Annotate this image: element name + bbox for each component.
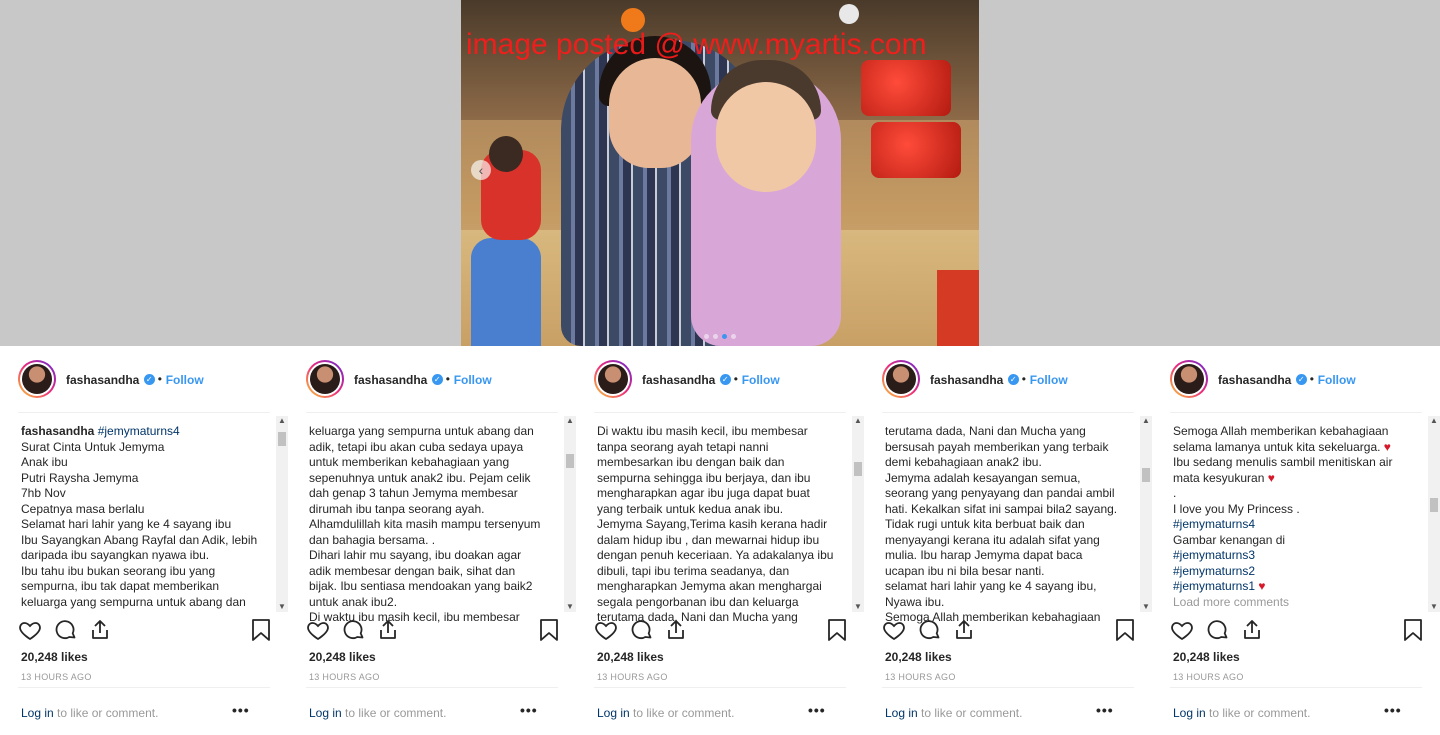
caption-text-segment: Surat Cinta Untuk Jemyma	[21, 439, 165, 454]
scroll-down-icon[interactable]: ▼	[1430, 602, 1438, 611]
caption-line	[885, 548, 1139, 564]
instagram-post-1	[0, 346, 288, 735]
hashtag-link[interactable]: #jemymaturns4	[97, 424, 180, 438]
post-actions	[1170, 618, 1426, 646]
divider	[1170, 412, 1422, 413]
scroll-up-icon[interactable]: ▲	[1430, 416, 1438, 425]
caption-text-segment: dengan penuh keceriaan. Ya adakalanya ibu	[597, 548, 834, 562]
caption-text-segment: Tidak rugi untuk kita berbuat baik dan	[885, 517, 1085, 531]
likes-count[interactable]: 20,248 likes	[597, 650, 664, 664]
divider	[594, 687, 846, 688]
caption-line	[309, 564, 563, 580]
heart-icon[interactable]	[306, 618, 332, 644]
caption-line	[309, 471, 563, 487]
red-heart-emoji-icon: ♥	[1258, 579, 1266, 593]
caption-text-segment: untuk anak ibu2.	[309, 594, 398, 609]
caption-text-segment: dan bahagia bersama. .	[309, 532, 436, 547]
login-prompt-text: to like or comment.	[917, 706, 1023, 720]
bookmark-icon[interactable]	[1114, 618, 1140, 644]
scroll-up-icon[interactable]: ▲	[1142, 416, 1150, 425]
post-timestamp[interactable]: 13 HOURS AGO	[1173, 672, 1244, 682]
likes-count[interactable]: 20,248 likes	[885, 650, 952, 664]
caption-line	[21, 548, 275, 564]
caption-text-segment: keluarga yang sempurna untuk abang dan	[309, 424, 534, 438]
avatar[interactable]	[18, 360, 56, 398]
caption-line	[597, 579, 851, 595]
caption-line	[21, 579, 275, 595]
caption-text-segment: dirumah ibu tanpa seorang ayah.	[309, 501, 485, 516]
caption-line	[309, 595, 563, 611]
caption-scrollbar[interactable]	[1428, 416, 1440, 612]
scroll-up-icon[interactable]: ▲	[854, 416, 862, 425]
caption-line	[309, 517, 563, 533]
share-icon[interactable]	[1240, 618, 1266, 644]
separator-dot: •	[1021, 372, 1026, 386]
caption-text-segment: keluarga yang sempurna untuk abang dan	[21, 594, 246, 609]
caption-line	[21, 440, 275, 456]
hashtag-link[interactable]: #jemymaturns2	[1173, 563, 1256, 578]
caption-text-segment: Ibu sedang menulis sambil menitiskan air	[1173, 455, 1393, 469]
caption-text-segment: dah genap 3 tahun Jemyma membesar	[309, 486, 518, 500]
caption-username[interactable]: fashasandha	[21, 424, 95, 438]
caption-text-segment: adik, tetapi ibu akan cuba sedaya upaya	[309, 439, 524, 454]
caption-scrollbar[interactable]	[276, 416, 288, 612]
watermark-text: image posted @ www.myartis.com	[466, 28, 927, 61]
caption-line	[309, 424, 563, 440]
scrollbar-thumb[interactable]	[1430, 498, 1438, 512]
separator-dot: •	[157, 372, 162, 386]
scrollbar-thumb[interactable]	[854, 462, 862, 476]
caption-line	[885, 471, 1139, 487]
caption-text	[1173, 424, 1427, 612]
photo-boy-head	[489, 136, 523, 172]
caption-text-segment: sempurna sehingga ibu berjaya, dan ibu	[597, 470, 811, 485]
caption-line	[597, 502, 851, 518]
follow-button[interactable]: Follow	[165, 373, 204, 387]
post-timestamp[interactable]: 13 HOURS AGO	[309, 672, 380, 682]
post-timestamp[interactable]: 13 HOURS AGO	[21, 672, 92, 682]
caption-text-segment: untuk memberikan kebahagiaan yang	[309, 455, 510, 469]
scrollbar-thumb[interactable]	[1142, 468, 1150, 482]
caption-text-segment: segala pengorbanan ibu dan keluarga	[597, 594, 799, 609]
caption-text-segment: mulia. Ibu harap Jemyma dapat baca	[885, 548, 1083, 562]
caption-text-segment: mengharapkan agar ibu juga dapat buat	[597, 486, 810, 500]
login-link[interactable]: Log in	[885, 706, 918, 720]
likes-count[interactable]: 20,248 likes	[309, 650, 376, 664]
caption-line	[309, 579, 563, 595]
bookmark-icon[interactable]	[826, 618, 852, 644]
instagram-post-3	[576, 346, 864, 735]
bookmark-icon[interactable]	[250, 618, 276, 644]
caption-text-segment: Putri Raysha Jemyma	[21, 470, 139, 485]
bookmark-icon[interactable]	[1402, 618, 1428, 644]
bookmark-icon[interactable]	[538, 618, 564, 644]
heart-icon[interactable]	[18, 618, 44, 644]
caption-line	[597, 440, 851, 456]
caption-scrollbar[interactable]	[852, 416, 864, 612]
caption-text-segment: Semoga Allah memberikan kebahagiaan	[885, 610, 1101, 624]
caption-text-segment: dibuli, tapi ibu terima seadanya, dan	[597, 563, 790, 578]
caption-line	[21, 471, 275, 487]
share-icon[interactable]	[376, 618, 402, 644]
divider	[306, 687, 558, 688]
divider	[306, 412, 558, 413]
username-link[interactable]: fashasandha	[930, 373, 1004, 387]
share-icon[interactable]	[952, 618, 978, 644]
scroll-down-icon[interactable]: ▼	[1142, 602, 1150, 611]
caption-line	[885, 455, 1139, 471]
comment-icon[interactable]	[342, 618, 368, 644]
caption-text-segment: mata kesyukuran	[1173, 470, 1265, 485]
caption-text-segment: hati. Kekalkan sifat ini sampai bila2 sayang.	[885, 501, 1118, 516]
instagram-post-5	[1152, 346, 1440, 735]
caption-line	[597, 424, 851, 440]
login-prompt	[597, 706, 734, 720]
verified-badge-icon: ✓	[1008, 374, 1019, 385]
more-options-icon[interactable]: •••	[520, 702, 538, 718]
divider	[882, 412, 1134, 413]
login-link[interactable]: Log in	[309, 706, 342, 720]
share-icon[interactable]	[664, 618, 690, 644]
caption-text-segment: terutama dada, Nani dan Mucha yang	[885, 424, 1086, 438]
caption-line	[1173, 455, 1427, 471]
comment-icon[interactable]	[54, 618, 80, 644]
caption-text-segment: selama lamanya untuk kita sekeluarga.	[1173, 439, 1381, 454]
caption-text-segment: Jemyma adalah kesayangan semua,	[885, 470, 1081, 485]
caption-line	[597, 564, 851, 580]
caption-line	[1173, 564, 1427, 580]
avatar[interactable]	[306, 360, 344, 398]
caption-text-segment: sepenuhnya untuk anak2 ibu. Pejam celik	[309, 470, 531, 485]
verified-badge-icon: ✓	[432, 374, 443, 385]
scrollbar-thumb[interactable]	[566, 454, 574, 468]
caption-line	[21, 595, 275, 611]
more-options-icon[interactable]: •••	[232, 702, 250, 718]
caption-line	[21, 533, 275, 549]
caption-line	[885, 502, 1139, 518]
caption-line	[597, 471, 851, 487]
post-header	[594, 360, 854, 400]
caption-line	[597, 548, 851, 564]
avatar[interactable]	[882, 360, 920, 398]
login-prompt-text: to like or comment.	[341, 706, 447, 720]
verified-badge-icon: ✓	[720, 374, 731, 385]
more-options-icon[interactable]: •••	[1096, 702, 1114, 718]
caption-line	[1173, 517, 1427, 533]
username-link[interactable]: fashasandha	[1218, 373, 1292, 387]
follow-button[interactable]: Follow	[1317, 373, 1356, 387]
caption-line	[885, 595, 1139, 611]
caption-line	[21, 424, 275, 440]
comment-icon[interactable]	[630, 618, 656, 644]
caption-line	[597, 455, 851, 471]
scrollbar-thumb[interactable]	[278, 432, 286, 446]
caption-line	[885, 517, 1139, 533]
caption-line	[885, 486, 1139, 502]
caption-text-segment: daripada ibu sayangkan nyawa ibu.	[21, 548, 210, 562]
caption-text-segment: ucapan ibu ni bila besar nanti.	[885, 563, 1045, 578]
scroll-down-icon[interactable]: ▼	[566, 602, 574, 611]
caption-text-segment: Ibu Sayangkan Abang Rayfal dan Adik, lebih	[21, 532, 258, 547]
caption-line	[21, 486, 275, 502]
post-actions	[18, 618, 274, 646]
likes-count[interactable]: 20,248 likes	[21, 650, 88, 664]
caption-text-segment: membesarkan ibu dengan baik dan	[597, 455, 785, 469]
caption-text	[309, 424, 563, 624]
hashtag-link[interactable]: #jemymaturns1	[1173, 579, 1256, 593]
caption-scrollbar[interactable]	[1140, 416, 1152, 612]
follow-button[interactable]: Follow	[453, 373, 492, 387]
login-prompt	[885, 706, 1022, 720]
caption-line	[597, 595, 851, 611]
username-link[interactable]: fashasandha	[66, 373, 140, 387]
caption-line	[309, 502, 563, 518]
red-heart-emoji-icon: ♥	[1267, 470, 1275, 485]
caption-text-segment: selamat hari lahir yang ke 4 sayang ibu,	[885, 579, 1097, 593]
verified-badge-icon: ✓	[1296, 374, 1307, 385]
login-link[interactable]: Log in	[1173, 706, 1206, 720]
caption-text-segment: Selamat hari lahir yang ke 4 sayang ibu	[21, 517, 232, 531]
login-prompt-text: to like or comment.	[629, 706, 735, 720]
caption-line	[1173, 424, 1427, 440]
photo-mother-face	[609, 58, 701, 168]
caption-line	[309, 486, 563, 502]
divider	[594, 412, 846, 413]
caption-text-segment: Di waktu ibu masih kecil, ibu membesar	[309, 610, 520, 624]
scroll-down-icon[interactable]: ▼	[854, 602, 862, 611]
post-timestamp[interactable]: 13 HOURS AGO	[597, 672, 668, 682]
share-icon[interactable]	[88, 618, 114, 644]
divider	[882, 687, 1134, 688]
avatar[interactable]	[594, 360, 632, 398]
username-link[interactable]: fashasandha	[354, 373, 428, 387]
instagram-post-2	[288, 346, 576, 735]
post-header	[18, 360, 278, 400]
hashtag-link[interactable]: #jemymaturns3	[1173, 548, 1256, 562]
post-header	[306, 360, 566, 400]
caption-line	[1173, 548, 1427, 564]
caption-line	[597, 486, 851, 502]
carousel-left-icon[interactable]: ‹	[471, 160, 491, 180]
caption-line	[1173, 502, 1427, 518]
heart-icon[interactable]	[594, 618, 620, 644]
likes-count[interactable]: 20,248 likes	[1173, 650, 1240, 664]
heart-icon[interactable]	[882, 618, 908, 644]
username-link[interactable]: fashasandha	[642, 373, 716, 387]
photo-balloon	[839, 4, 859, 24]
more-options-icon[interactable]: •••	[1384, 702, 1402, 718]
caption-line	[21, 517, 275, 533]
comment-icon[interactable]	[918, 618, 944, 644]
separator-dot: •	[1309, 372, 1314, 386]
caption-text-segment: Ibu tahu ibu bukan seorang ibu yang	[21, 563, 216, 578]
more-options-icon[interactable]: •••	[808, 702, 826, 718]
follow-button[interactable]: Follow	[1029, 373, 1068, 387]
caption-line	[309, 548, 563, 564]
caption-line	[309, 455, 563, 471]
caption-text-segment: yang terbaik untuk kedua anak ibu.	[597, 501, 784, 516]
caption-line	[21, 455, 275, 471]
post-actions	[306, 618, 562, 646]
login-prompt-text: to like or comment.	[53, 706, 159, 720]
caption-text-segment: mengharapkan Jemyma akan menghargai	[597, 579, 822, 593]
caption-text-segment: bijak. Ibu sentiasa mendoakan yang baik2	[309, 579, 533, 593]
caption-text-segment: adik membesar dengan baik, sihat dan	[309, 563, 516, 578]
photo-red-cylinder	[871, 122, 961, 178]
caption-line	[1173, 579, 1427, 595]
divider	[1170, 687, 1422, 688]
verified-badge-icon: ✓	[144, 374, 155, 385]
caption-line	[1173, 486, 1427, 502]
caption-line	[885, 424, 1139, 440]
caption-text-segment: 7hb Nov	[21, 486, 66, 500]
caption-text-segment: sempurna, ibu tak dapat memberikan	[21, 579, 220, 593]
caption-text-segment: Semoga Allah memberikan kebahagiaan	[1173, 424, 1389, 438]
caption-text-segment: tanpa seorang ayah tetapi nanni	[597, 439, 769, 454]
caption-scrollbar[interactable]	[564, 416, 576, 612]
caption-text-segment: Cepatnya masa berlalu	[21, 501, 145, 516]
avatar[interactable]	[1170, 360, 1208, 398]
login-prompt	[1173, 706, 1310, 720]
caption-text-segment: Gambar kenangan di	[1173, 532, 1286, 547]
caption-line	[885, 440, 1139, 456]
login-link[interactable]: Log in	[597, 706, 630, 720]
heart-icon[interactable]	[1170, 618, 1196, 644]
caption-text-segment: Di waktu ibu masih kecil, ibu membesar	[597, 424, 808, 438]
caption-line	[21, 502, 275, 518]
separator-dot: •	[445, 372, 450, 386]
caption-text-segment: demi kebahagiaan anak2 ibu.	[885, 455, 1042, 469]
caption-text-segment: Alhamdulillah kita masih mampu tersenyum	[309, 517, 541, 531]
caption-text-segment: Anak ibu	[21, 455, 68, 469]
caption-line	[309, 533, 563, 549]
divider	[18, 412, 270, 413]
post-actions	[594, 618, 850, 646]
caption-text-segment: menyayangi kerana itu adalah sifat yang	[885, 532, 1100, 547]
caption-line	[1173, 533, 1427, 549]
scroll-up-icon[interactable]: ▲	[278, 416, 286, 425]
red-heart-emoji-icon: ♥	[1383, 439, 1391, 454]
caption-text-segment: terutama dada, Nani dan Mucha yang	[597, 610, 798, 624]
caption-text	[885, 424, 1139, 624]
divider	[18, 687, 270, 688]
post-header	[1170, 360, 1430, 400]
post-actions	[882, 618, 1138, 646]
caption-text-segment: I love you My Princess .	[1173, 501, 1300, 516]
separator-dot: •	[733, 372, 738, 386]
caption-line	[1173, 471, 1427, 487]
caption-line	[309, 440, 563, 456]
login-prompt	[309, 706, 446, 720]
caption-text-segment: dalam hidup ibu , dan mewarnai hidup ibu	[597, 532, 820, 547]
login-link[interactable]: Log in	[21, 706, 54, 720]
caption-line	[885, 533, 1139, 549]
caption-line	[885, 579, 1139, 595]
post-header	[882, 360, 1142, 400]
caption-text-segment: seorang yang penyayang dan pandai ambil	[885, 486, 1115, 500]
login-prompt	[21, 706, 158, 720]
instagram-post-4	[864, 346, 1152, 735]
photo-red-cylinder	[861, 60, 951, 116]
caption-line	[885, 564, 1139, 580]
carousel-dots	[461, 326, 979, 344]
caption-line	[597, 533, 851, 549]
caption-text-segment: bersusah payah memberikan yang terbaik	[885, 439, 1109, 454]
caption-line	[1173, 440, 1427, 456]
load-more-comments-button[interactable]: Load more comments	[1173, 594, 1290, 609]
caption-text	[597, 424, 851, 624]
scroll-up-icon[interactable]: ▲	[566, 416, 574, 425]
follow-button[interactable]: Follow	[741, 373, 780, 387]
hashtag-link[interactable]: #jemymaturns4	[1173, 517, 1256, 531]
caption-line	[597, 517, 851, 533]
caption-line	[1173, 595, 1427, 611]
caption-line	[21, 564, 275, 580]
caption-text	[21, 424, 275, 612]
scroll-down-icon[interactable]: ▼	[278, 602, 286, 611]
caption-text-segment: Nyawa ibu.	[885, 594, 945, 609]
comment-icon[interactable]	[1206, 618, 1232, 644]
caption-text-segment: .	[1173, 486, 1177, 500]
post-timestamp[interactable]: 13 HOURS AGO	[885, 672, 956, 682]
caption-text-segment: Dihari lahir mu sayang, ibu doakan agar	[309, 548, 522, 562]
photo-child-face	[716, 82, 816, 192]
login-prompt-text: to like or comment.	[1205, 706, 1311, 720]
caption-text-segment: Jemyma Sayang,Terima kasih kerana hadir	[597, 517, 828, 531]
